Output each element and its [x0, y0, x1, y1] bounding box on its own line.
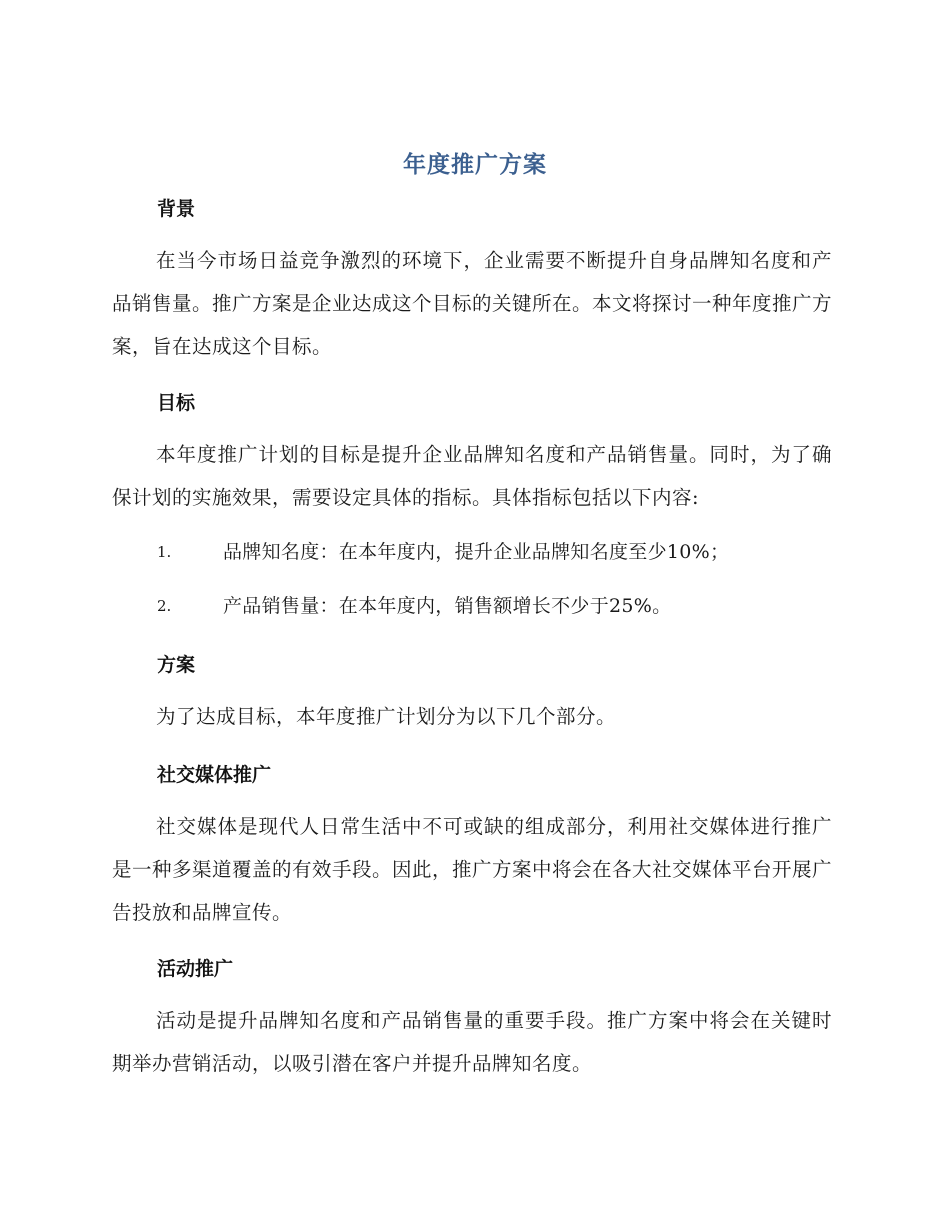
list-text: 产品销售量：在本年度内，销售额增长不少于25%。: [223, 595, 672, 617]
paragraph-events: 活动是提升品牌知名度和产品销售量的重要手段。推广方案中将会在关键时期举办营销活动，以吸引潜在客户并提升品牌知名度。: [112, 1009, 832, 1075]
document-title: 年度推广方案: [403, 152, 547, 178]
heading-social-media: 社交媒体推广: [157, 764, 272, 786]
paragraph-social-media: 社交媒体是现代人日常生活中不可或缺的组成部分，利用社交媒体进行推广是一种多渠道覆盖的有效手段。因此，推广方案中将会在各大社交媒体平台开展广告投放和品牌宣传。: [112, 815, 833, 924]
paragraph-goal: 本年度推广计划的目标是提升企业品牌知名度和产品销售量。同时，为了确保计划的实施效果，需要设定具体的指标。具体指标包括以下内容:: [112, 443, 832, 509]
paragraph-background: 在当今市场日益竞争激烈的环境下，企业需要不断提升自身品牌知名度和产品销售量。推广方案是企业达成这个目标的关键所在。本文将探讨一种年度推广方案，旨在达成这个目标。: [112, 249, 833, 358]
heading-goal: 目标: [157, 392, 196, 414]
list-item-sales-volume: [157, 591, 837, 621]
paragraph-plan: 为了达成目标，本年度推广计划分为以下几个部分。: [156, 705, 617, 728]
heading-plan: 方案: [157, 654, 196, 676]
heading-events: 活动推广: [157, 958, 234, 980]
list-item-brand-awareness: [157, 537, 837, 567]
list-text: 品牌知名度：在本年度内，提升企业品牌知名度至少10%；: [223, 541, 730, 563]
list-number: 2.: [157, 597, 172, 615]
list-number: 1.: [157, 543, 172, 561]
heading-background: 背景: [157, 198, 196, 220]
